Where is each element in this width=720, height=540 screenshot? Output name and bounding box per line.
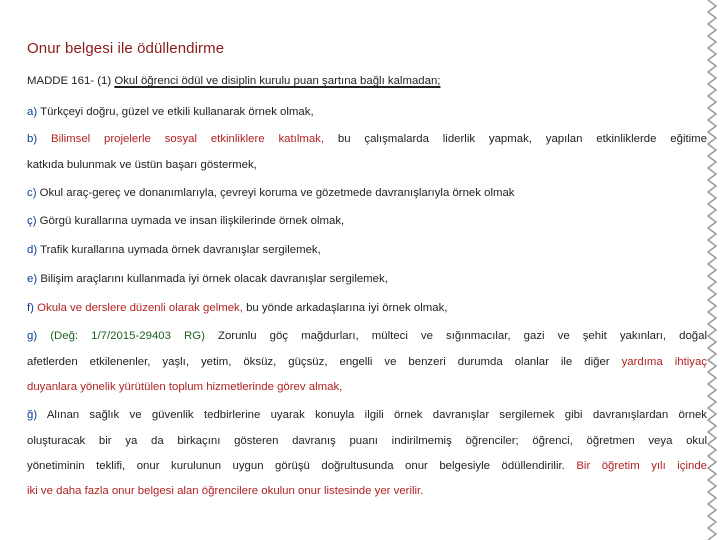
item-b-continuation — [27, 159, 257, 171]
item-text: Zorunlu göç mağdurları, mülteci ve sığınmacılar, gazi ve şehit yakınları, doğal — [217, 330, 708, 342]
zigzag-border-decoration — [704, 0, 720, 540]
item-text: yönetiminin teklifi, onur kurulunun uygun görüşü doğrultusunda onur belgesiyle ödüllendirilir. — [27, 460, 565, 472]
item-text: oluşturacak bir ya da birkaçını gösteren davranış puanı indirilmemiş öğrenciler; öğrenci, öğretmen veya okul — [27, 435, 707, 447]
item-text: Bilişim araçlarını kullanmada iyi örnek olacak davranışlar sergilemek, — [40, 273, 388, 285]
item-marker: e) — [27, 273, 38, 285]
item-c — [27, 187, 515, 199]
item-g-breve-line3 — [27, 460, 707, 472]
madde-text: Okul öğrenci ödül ve disiplin kurulu puan şartına bağlı kalmadan; — [114, 75, 441, 87]
item-a — [27, 106, 314, 118]
madde-line — [27, 75, 440, 87]
item-b — [27, 133, 707, 145]
item-g-line2 — [27, 356, 707, 368]
item-g-breve-line2 — [27, 435, 707, 447]
item-marker: f) — [27, 302, 34, 314]
item-amendment: (Değ: 1/7/2015-29403 RG) — [50, 330, 205, 342]
item-marker: ç) — [27, 215, 37, 227]
item-text: Türkçeyi doğru, güzel ve etkili kullanarak örnek olmak, — [40, 106, 314, 118]
item-marker: g) — [27, 330, 38, 342]
item-marker: ğ) — [27, 409, 38, 421]
page-title: Onur belgesi ile ödüllendirme — [27, 40, 225, 57]
item-c-cedilla — [27, 215, 344, 227]
item-marker: c) — [27, 187, 37, 199]
item-marker: a) — [27, 106, 38, 118]
item-f — [27, 302, 447, 314]
item-g — [27, 330, 707, 342]
item-highlight: iki ve daha fazla onur belgesi alan öğrencilere okulun onur listesinde yer verilir. — [27, 485, 424, 497]
item-highlight: yardıma ihtiyaç — [621, 356, 707, 368]
item-highlight: Bir öğretim yılı içinde — [576, 460, 708, 472]
madde-label: MADDE 161- (1) — [27, 75, 112, 87]
item-e — [27, 273, 388, 285]
item-text: Trafik kurallarına uymada örnek davranışlar sergilemek, — [40, 244, 321, 256]
item-text: bu çalışmalarda liderlik yapmak, yapılan etkinliklerde eğitime — [337, 133, 707, 145]
item-text: bu yönde arkadaşlarına iyi örnek olmak, — [246, 302, 448, 314]
item-g-breve — [27, 409, 707, 421]
item-marker: b) — [27, 133, 38, 145]
item-text: afetlerden etkilenenler, yaşlı, yetim, öksüz, güçsüz, engelli ve benzeri durumda olanlar ile diğer — [27, 356, 610, 368]
item-text: Okul araç-gereç ve donanımlarıyla, çevreyi koruma ve gözetmede davranışlarıyla örnek olmak — [39, 187, 515, 199]
item-highlight: Okula ve derslere düzenli olarak gelmek, — [37, 302, 243, 314]
item-marker: d) — [27, 244, 38, 256]
item-g-breve-line4 — [27, 485, 423, 497]
item-highlight: Bilimsel projelerle sosyal etkinliklere katılmak, — [50, 133, 325, 145]
item-d — [27, 244, 321, 256]
item-g-line3 — [27, 381, 342, 393]
item-text: Görgü kurallarına uymada ve insan ilişkilerinde örnek olmak, — [39, 215, 345, 227]
item-text: Alınan sağlık ve güvenlik tedbirlerine uyarak konuyla ilgili örnek davranışlar sergilemek gibi davranışlardan örnek — [46, 409, 707, 421]
item-highlight: duyanlara yönelik yürütülen toplum hizmetlerinde görev almak, — [27, 381, 343, 393]
item-continuation: katkıda bulunmak ve üstün başarı göstermek, — [27, 159, 257, 171]
